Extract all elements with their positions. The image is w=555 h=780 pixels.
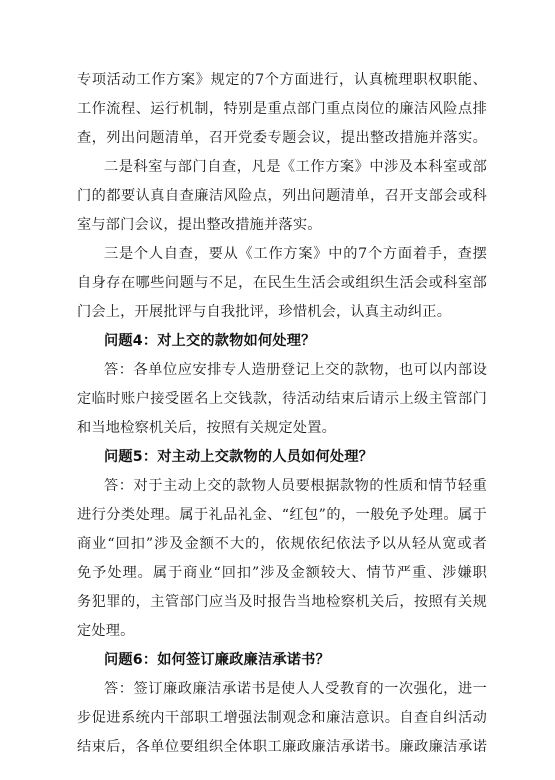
answer-text-line: 商业“回扣”涉及金额不大的，依规依纪依法予以从轻从宽或者 <box>77 536 487 552</box>
body-text-line: 专项活动工作方案》规定的7个方面进行，认真梳理职权职能、 <box>77 72 487 88</box>
answer-text-line: 结束后，各单位要组织全体职工廉政廉洁承诺书。廉政廉洁承诺 <box>77 739 487 755</box>
body-text-line: 三是个人自查，要从《工作方案》中的7个方面着手，查摆 <box>104 246 487 262</box>
answer-text-line: 答：各单位应安排专人造册登记上交的款物，也可以内部设 <box>104 362 487 378</box>
question-5-heading: 问题5：对主动上交款物的人员如何处理？ <box>104 449 374 465</box>
answer-text-line: 务犯罪的，主管部门应当及时报告当地检察机关后，按照有关规 <box>77 594 487 610</box>
body-text-line: 自身存在哪些问题与不足，在民生生活会或组织生活会或科室部 <box>77 275 487 291</box>
body-text-line: 二是科室与部门自查，凡是《工作方案》中涉及本科室或部 <box>104 159 487 175</box>
answer-text-line: 定临时账户接受匿名上交钱款，待活动结束后请示上级主管部门 <box>77 391 487 407</box>
answer-text-line: 和当地检察机关后，按照有关规定处置。 <box>77 420 336 436</box>
answer-text-line: 步促进系统内干部职工增强法制观念和廉洁意识。自查自纠活动 <box>77 710 487 726</box>
answer-text-line: 定处理。 <box>77 623 135 639</box>
answer-text-line: 答：签订廉政廉洁承诺书是使人人受教育的一次强化，进一 <box>104 681 487 697</box>
answer-text-line: 免予处理。属于商业“回扣”涉及金额较大、情节严重、涉嫌职 <box>77 565 487 581</box>
body-text-line: 查，列出问题清单，召开党委专题会议，提出整改措施并落实。 <box>77 130 487 146</box>
answer-text-line: 答：对于主动上交的款物人员要根据款物的性质和情节轻重 <box>104 478 487 494</box>
question-4-heading: 问题4：对上交的款物如何处理？ <box>104 333 316 349</box>
body-text-line: 室与部门会议，提出整改措施并落实。 <box>77 217 322 233</box>
question-6-heading: 问题6：如何签订廉政廉洁承诺书？ <box>104 652 330 668</box>
answer-text-line: 进行分类处理。属于礼品礼金、“红包”的，一般免予处理。属于 <box>77 507 487 523</box>
body-text-line: 门的都要认真自查廉洁风险点，列出问题清单，召开支部会或科 <box>77 188 487 204</box>
body-text-line: 门会上，开展批评与自我批评，珍惜机会，认真主动纠正。 <box>77 304 452 320</box>
body-text-line: 工作流程、运行机制，特别是重点部门重点岗位的廉洁风险点排 <box>77 101 487 117</box>
